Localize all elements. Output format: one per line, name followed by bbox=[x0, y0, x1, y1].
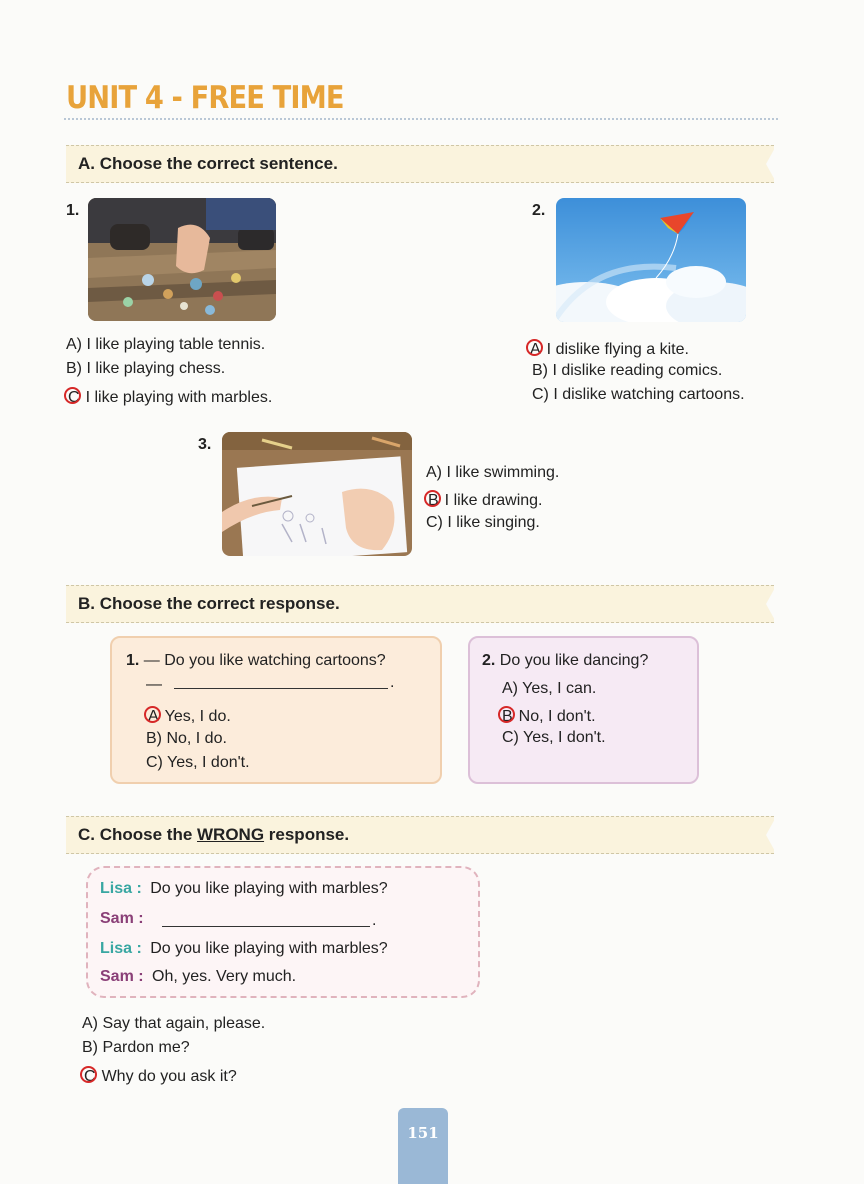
marbles-photo bbox=[88, 198, 276, 321]
q2-option-c[interactable]: C) I dislike watching cartoons. bbox=[532, 386, 745, 403]
card2-option-b[interactable]: B No, I don't. bbox=[498, 704, 596, 726]
speaker-sam: Sam : bbox=[100, 910, 144, 927]
answer-circle-icon bbox=[144, 706, 161, 723]
section-b-header bbox=[66, 585, 774, 623]
q2-option-a[interactable]: A I dislike flying a kite. bbox=[526, 337, 689, 359]
card1-option-a[interactable]: A Yes, I do. bbox=[144, 704, 231, 726]
section-a-header bbox=[66, 145, 774, 183]
answer-circle-icon bbox=[526, 339, 543, 356]
response-card-2 bbox=[468, 636, 699, 784]
q3-option-a[interactable]: A) I like swimming. bbox=[426, 464, 560, 481]
c-option-a[interactable]: A) Say that again, please. bbox=[82, 1015, 266, 1032]
response-card-1 bbox=[110, 636, 442, 784]
answer-circle-icon bbox=[424, 490, 441, 507]
card1-option-c[interactable]: C) Yes, I don't. bbox=[146, 754, 250, 771]
card2-question: Do you like dancing? bbox=[499, 652, 649, 669]
answer-circle-icon bbox=[80, 1066, 97, 1083]
dialog-line-2 bbox=[100, 910, 144, 928]
card1-question-line bbox=[126, 652, 386, 670]
card1-answer-blank[interactable] bbox=[174, 688, 388, 689]
q1-option-c-text: I like playing with marbles. bbox=[85, 389, 273, 406]
card1-option-b[interactable]: B) No, I do. bbox=[146, 730, 227, 747]
card2-option-c[interactable]: C) Yes, I don't. bbox=[502, 729, 606, 746]
q1-option-a[interactable]: A) I like playing table tennis. bbox=[66, 336, 266, 353]
dialog-answer-blank[interactable] bbox=[162, 926, 370, 927]
q2-option-a-text: I dislike flying a kite. bbox=[546, 341, 689, 358]
page-number-tab bbox=[398, 1108, 448, 1184]
card2-option-a[interactable]: A) Yes, I can. bbox=[502, 680, 597, 697]
c-option-c-text: Why do you ask it? bbox=[101, 1068, 237, 1085]
drawing-photo bbox=[222, 432, 412, 556]
q2-option-b[interactable]: B) I dislike reading comics. bbox=[532, 362, 723, 379]
dialog-line-1: Lisa : Do you like playing with marbles? bbox=[100, 880, 388, 897]
card1-blank-period: . bbox=[390, 674, 395, 691]
card2-option-b-text: No, I don't. bbox=[518, 708, 596, 725]
section-a-heading: A. Choose the correct sentence. bbox=[78, 154, 338, 173]
speaker-lisa: Lisa : bbox=[100, 880, 142, 897]
card2-number: 2. bbox=[482, 652, 496, 669]
dialog-blank-period: . bbox=[372, 912, 377, 929]
q3-option-b-text: I like drawing. bbox=[444, 492, 543, 509]
card1-question: — Do you like watching cartoons? bbox=[143, 652, 386, 669]
card1-number: 1. bbox=[126, 652, 140, 669]
section-b-heading: B. Choose the correct response. bbox=[78, 594, 340, 613]
speaker-sam: Sam : bbox=[100, 968, 144, 985]
q1-option-c[interactable]: C I like playing with marbles. bbox=[64, 385, 272, 407]
c-option-c[interactable]: C Why do you ask it? bbox=[80, 1064, 237, 1086]
c-option-b[interactable]: B) Pardon me? bbox=[82, 1039, 190, 1056]
answer-circle-icon bbox=[498, 706, 515, 723]
title-divider bbox=[64, 118, 778, 120]
q1-option-b[interactable]: B) I like playing chess. bbox=[66, 360, 226, 377]
dialog-box bbox=[86, 866, 480, 998]
dialog-line-4: Sam : Oh, yes. Very much. bbox=[100, 968, 297, 985]
speaker-lisa: Lisa : bbox=[100, 940, 142, 957]
page-number: 151 bbox=[407, 1124, 439, 1142]
kite-photo bbox=[556, 198, 746, 322]
answer-circle-icon bbox=[64, 387, 81, 404]
section-c-heading: C. Choose the WRONG response. bbox=[78, 825, 350, 844]
card2-question-line bbox=[482, 652, 648, 670]
card1-option-a-text: Yes, I do. bbox=[164, 708, 231, 725]
q3-option-c[interactable]: C) I like singing. bbox=[426, 514, 540, 531]
section-c-header bbox=[66, 816, 774, 854]
dialog-line-3: Lisa : Do you like playing with marbles? bbox=[100, 940, 388, 957]
question-2-number: 2. bbox=[532, 202, 546, 219]
card1-answer-dash: — bbox=[146, 676, 162, 693]
q3-option-b[interactable]: B I like drawing. bbox=[424, 488, 543, 510]
question-1-number: 1. bbox=[66, 202, 80, 219]
question-3-number: 3. bbox=[198, 436, 212, 453]
wrong-emphasis: WRONG bbox=[197, 825, 265, 844]
unit-title: UNIT 4 - FREE TIME bbox=[66, 80, 344, 116]
